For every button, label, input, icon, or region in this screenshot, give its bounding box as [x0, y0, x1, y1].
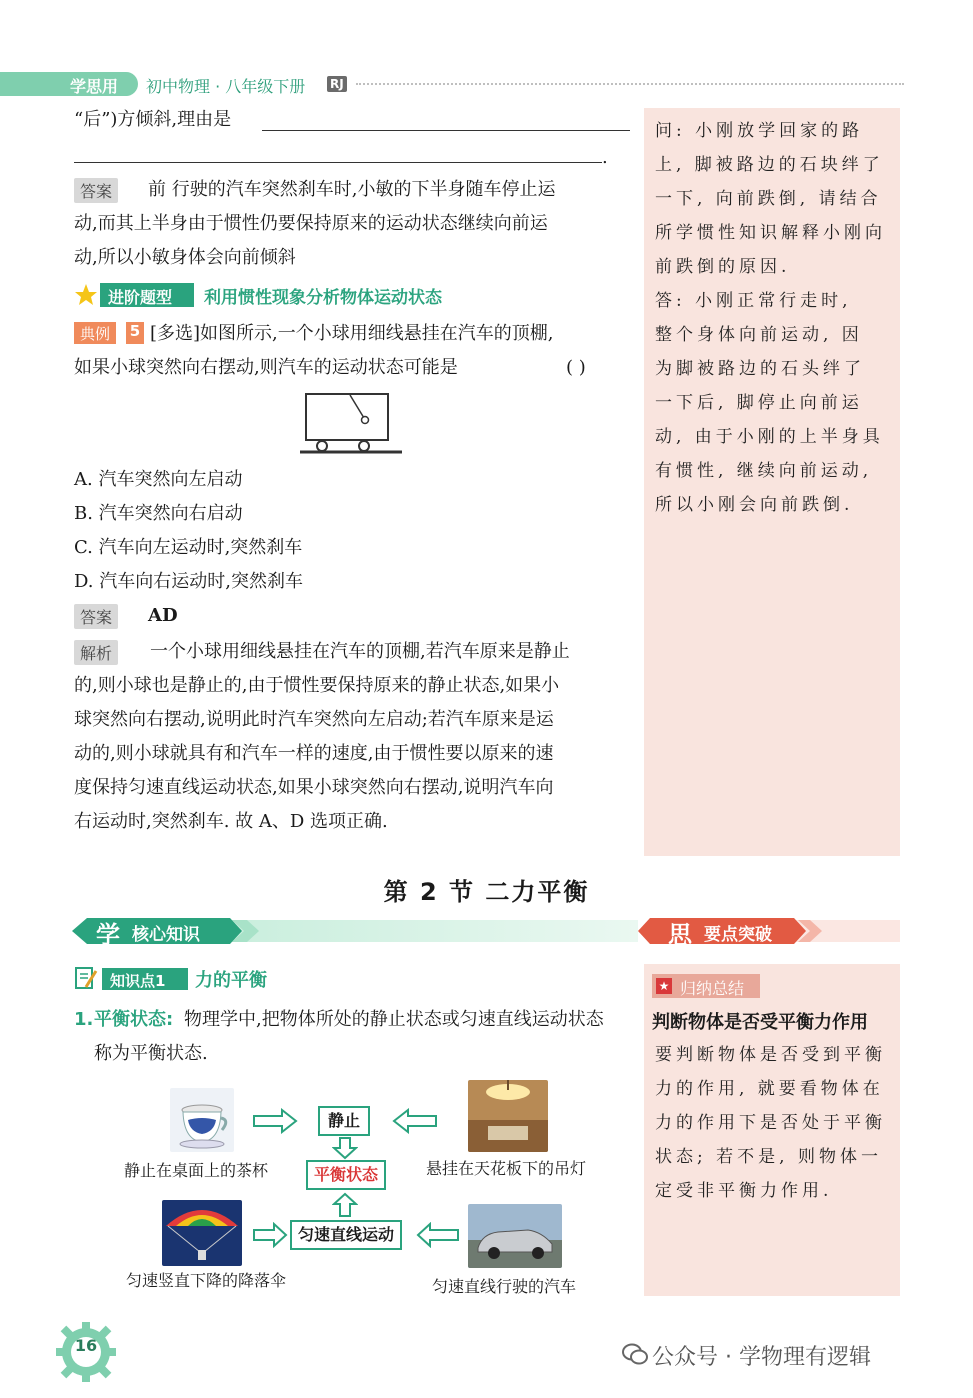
caption-car: 匀速直线行驶的汽车 — [432, 1277, 577, 1296]
caption-teacup: 静止在桌面上的茶杯 — [124, 1161, 269, 1180]
item-term: 平衡状态: — [94, 1009, 174, 1030]
watermark: 公众号 · 学物理有逻辑 — [652, 1345, 871, 1370]
arrow-up-icon — [332, 1192, 358, 1218]
banner-right-char: 思 — [668, 921, 692, 949]
section-title: 第 2 节 二力平衡 — [383, 878, 590, 906]
analysis-line-1: 一个小球用细线悬挂在汽车的顶棚,若汽车原来是静止 — [150, 641, 570, 662]
example-answer-label: 答案 — [74, 604, 118, 629]
option-d: D. 汽车向右运动时,突然刹车 — [74, 571, 303, 592]
analysis-line-5: 度保持匀速直线运动状态,如果小球突然向右摆动,说明汽车向 — [74, 777, 554, 798]
teacup-image — [170, 1088, 234, 1152]
example-answer: AD — [148, 605, 178, 626]
wechat-icon — [622, 1342, 648, 1366]
subject-title: 初中物理 · 八年级下册 — [146, 77, 306, 96]
arrow-left-icon — [416, 1222, 460, 1248]
parachute-image — [162, 1200, 242, 1266]
answer-line-2: 动,而其上半身由于惯性仍要保持原来的运动状态继续向前运 — [74, 213, 548, 234]
arrow-right-icon — [252, 1222, 288, 1248]
notebook-pencil-icon — [74, 965, 98, 991]
caption-chandelier: 悬挂在天花板下的吊灯 — [426, 1159, 587, 1178]
arrow-right-icon — [252, 1108, 298, 1134]
banner-right-label: 要点突破 — [704, 925, 772, 945]
series-tab — [0, 72, 138, 96]
answer-blank-1 — [262, 130, 630, 131]
item-number: 1. — [74, 1009, 94, 1030]
analysis-line-6: 右运动时,突然刹车. 故 A、D 选项正确. — [74, 811, 388, 832]
banner-left-char: 学 — [96, 921, 120, 949]
node-balance-state: 平衡状态 — [306, 1160, 386, 1190]
answer-blank-2 — [74, 162, 602, 163]
star-icon: ★ — [656, 978, 672, 994]
car-image — [468, 1204, 562, 1268]
analysis-line-4: 动的,则小球就具有和汽车一样的速度,由于惯性要以原来的速 — [74, 743, 554, 764]
series-label: 学思用 — [70, 77, 119, 96]
analysis-label: 解析 — [74, 640, 118, 665]
chandelier-image — [468, 1080, 548, 1152]
example-tag: 典例 — [74, 322, 116, 344]
example-line-1: [多选]如图所示,一个小球用细线悬挂在汽车的顶棚, — [150, 323, 554, 344]
arrow-down-icon — [332, 1136, 358, 1160]
answer-label: 答案 — [74, 178, 118, 203]
type-badge: 进阶题型 — [100, 283, 194, 307]
page-header — [0, 72, 973, 96]
summary-tag: 归纳总结 — [652, 974, 760, 998]
example-line-2: 如果小球突然向右摆动,则汽车的运动状态可能是 — [74, 357, 458, 378]
question-tail: “后”)方倾斜,理由是 — [74, 109, 232, 130]
blank-end-period: . — [602, 147, 608, 168]
summary-heading: 判断物体是否受平衡力作用 — [652, 1012, 868, 1033]
edition-badge: RJ — [327, 76, 347, 92]
option-c: C. 汽车向左运动时,突然刹车 — [74, 537, 303, 558]
header-divider — [356, 83, 904, 85]
example-number: 5 — [124, 322, 144, 344]
answer-bracket: ( ) — [566, 357, 586, 378]
star-icon — [74, 283, 98, 307]
car-pendulum-figure — [298, 390, 406, 458]
banner-left-label: 核心知识 — [132, 925, 200, 945]
side-note-text: 问: 小刚放学回家的路 上, 脚被路边的石块绊了 一下, 向前跌倒, 请结合 所学惯性知识解释小刚向 前跌倒的原因. 答: 小刚正常行走时, 整个身体向前运动, 因 为脚被路边的石头绊了 一下后, 脚停止向前运 动, 由于小刚的上半身具 有惯性, 继续向前运动, 所以小刚会向前跌倒. — [655, 121, 886, 515]
knowledge-point-title: 力的平衡 — [195, 970, 267, 991]
summary-body: 要判断物体是否受到平衡 力的作用, 就要看物体在 力的作用下是否处于平衡 状态; 若不是, 则物体一 定受非平衡力作用. — [655, 1045, 886, 1201]
knowledge-point-tag: 知识点1 — [102, 968, 188, 990]
arrow-left-icon — [392, 1108, 438, 1134]
node-static: 静止 — [318, 1106, 370, 1136]
option-b: B. 汽车突然向右启动 — [74, 503, 243, 524]
type-title: 利用惯性现象分析物体运动状态 — [204, 288, 442, 308]
page-number: 16 — [74, 1336, 98, 1355]
answer-line-3: 动,所以小敏身体会向前倾斜 — [74, 247, 296, 268]
node-uniform-motion: 匀速直线运动 — [290, 1220, 402, 1250]
option-a: A. 汽车突然向左启动 — [74, 469, 243, 490]
analysis-line-3: 球突然向右摆动,说明此时汽车突然向左启动;若汽车原来是运 — [74, 709, 554, 730]
caption-parachute: 匀速竖直下降的降落伞 — [126, 1271, 287, 1290]
analysis-line-2: 的,则小球也是静止的,由于惯性要保持原来的静止状态,如果小 — [74, 675, 560, 696]
item-text-1: 物理学中,把物体所处的静止状态或匀速直线运动状态 — [184, 1009, 604, 1030]
answer-line-1: 前 行驶的汽车突然刹车时,小敏的下半身随车停止运 — [148, 179, 556, 200]
item-text-2: 称为平衡状态. — [94, 1043, 208, 1064]
